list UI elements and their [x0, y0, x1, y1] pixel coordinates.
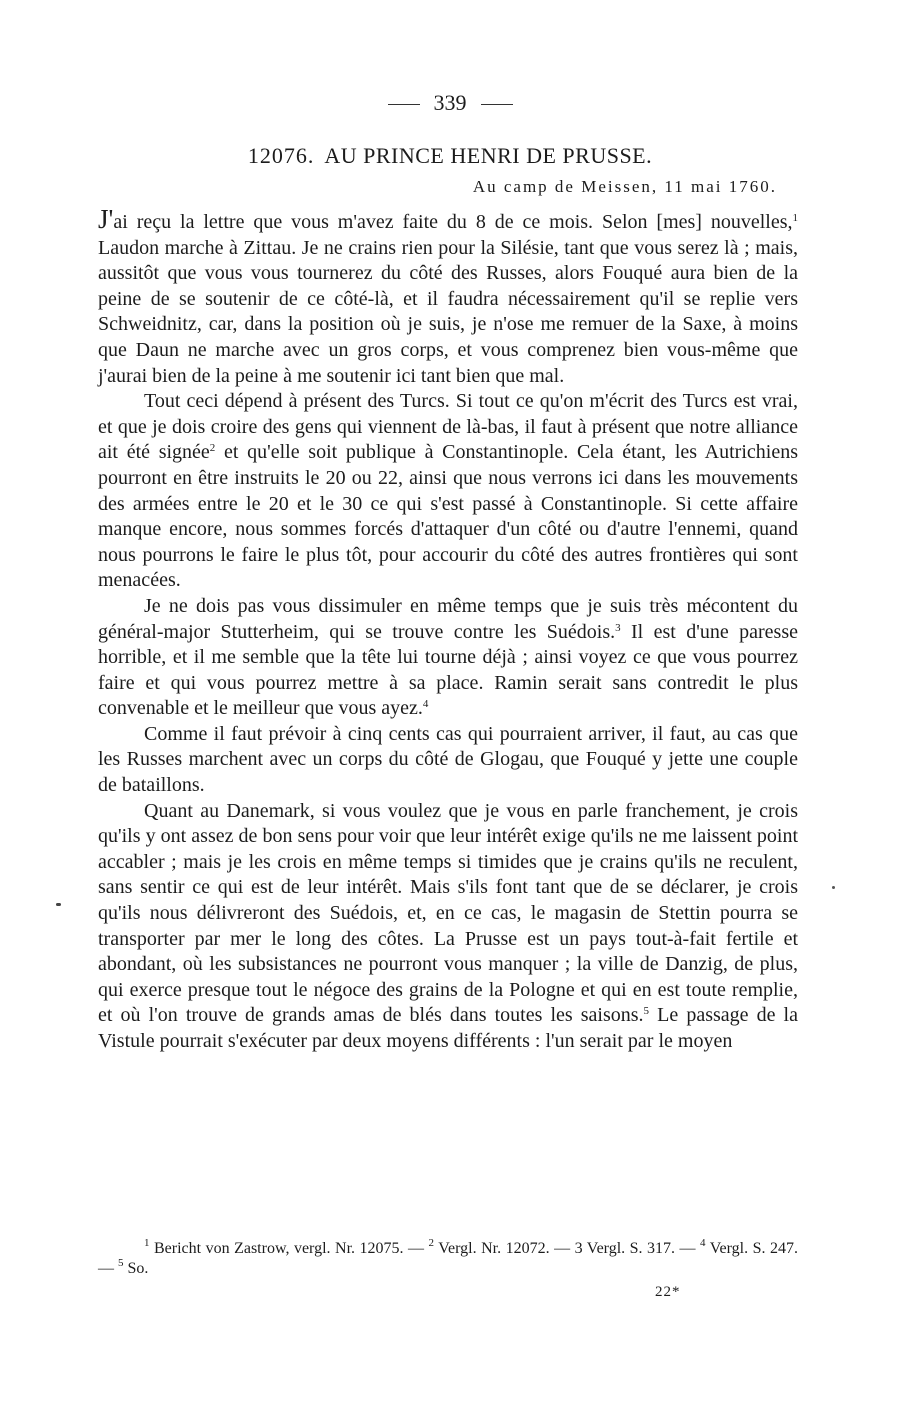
footnote-marker: 2 [428, 1237, 435, 1249]
margin-mark [56, 903, 61, 906]
letter-heading [0, 143, 900, 169]
paragraph-4: Comme il faut prévoir à cinq cents cas qui pourraient arriver, il faut, au cas que les Russes marchent avec un corps du côté de Glogau, que Fouqué y jette une couple de bataillons. [98, 722, 798, 797]
paragraph-text: Je ne dois pas vous dissimuler en même temps que je suis très mécontent du général-major Stutterheim, qui se trouve contre les Suédois. [98, 594, 798, 643]
footnote-marker: 4 [700, 1237, 706, 1249]
footnote-marker: 5 [118, 1257, 124, 1269]
paragraph-text: Tout ceci dépend à présent des Turcs. Si tout ce qu'on m'écrit des Turcs est vrai, et que je dois croire des gens qui viennent de là-bas, il faut à présent que notre alliance ait été signée [98, 390, 798, 464]
paragraph-1 [98, 204, 798, 389]
letter-number: 12076. [247, 143, 315, 168]
paragraph-text: Il est d'une paresse horrible, et il me semble que la tête lui tourne déjà ; ainsi voyez ce que vous pourrez faire et qui vous pourrez mettre à sa place. Ramin serait sans contredit le plus convenable et le meilleur que vous ayez. [98, 620, 798, 720]
printer-signature: 22* [655, 1284, 681, 1300]
page-number-dash-right [481, 104, 513, 105]
letter-body [98, 204, 798, 1055]
footnote-line [98, 1239, 798, 1279]
paragraph-text: et qu'elle soit publique à Constantinople. Cela étant, les Autrichiens pourront en être instruits le 20 ou 22, ainsi que nous verrons ici dans les mouvements des armées entre le 20 et le 30 ce qui s'est passé à Constantinople. Si cette affaire manque encore, nous sommes forcés d'attaquer d'un côté ou d'autre l'ennemi, quand nous pourrons le faire le plus tôt, pour accourir du côté des autres frontières qui sont menacées. [98, 441, 798, 592]
page-number-text: 339 [433, 90, 467, 115]
footnote-text: So. [123, 1260, 149, 1277]
paragraph-text: Quant au Danemark, si vous voulez que je vous en parle franchement, je crois qu'ils y ont assez de bon sens pour voir que leur intérêt exige qu'ils ne me laissent point accabler ; mais je les crois en même temps si timides que je crains qu'ils ne reculent, sans sentir ce qui est de leur intérêt. Mais s'ils font tant que de se déclarer, je crois qu'ils nous délivreront des Suédois, et, en ce cas, le magasin de Stettin pourra se transporter par mer le long des côtes. La Prusse est un pays tout-à-fait fertile et abondant, où les subsistances ne pourront vous manquer ; la ville de Danzig, de plus, qui exerce presque tout le négoce des grains de la Pologne et qui en est toute remplie, et où l'on trouve de grands amas de blés dans toutes les saisons. [98, 799, 798, 1027]
footnote-ref-2: 2 [209, 442, 216, 455]
paragraph-3 [98, 594, 798, 722]
footnote-text: Vergl. S. 247. — [98, 1240, 798, 1277]
page-number [0, 90, 900, 116]
footnote-ref-5: 5 [643, 1005, 650, 1018]
paragraph-2 [98, 389, 798, 594]
paragraph-5 [98, 799, 798, 1055]
margin-dot [832, 886, 835, 889]
footnote-ref-1: 1 [792, 212, 798, 224]
letter-title: AU PRINCE HENRI DE PRUSSE. [324, 143, 653, 168]
paragraph-text: J'ai reçu la lettre que vous m'avez faite du 8 de ce mois. Selon [mes] nouvelles, [98, 204, 793, 234]
footnotes [98, 1239, 798, 1279]
footnote-text: Bericht von Zastrow, vergl. Nr. 12075. — [149, 1240, 429, 1257]
footnote-text: Vergl. Nr. 12072. — 3 Vergl. S. 317. — [434, 1240, 701, 1257]
footnote-ref-4: 4 [422, 698, 429, 711]
footnote-marker: 1 [144, 1237, 150, 1249]
footnote-ref-3: 3 [615, 621, 621, 634]
paragraph-text: Le passage de la Vistule pourrait s'exécuter par deux moyens différents : l'un serait par le moyen [98, 1004, 798, 1052]
letter-dateline: Au camp de Meissen, 11 mai 1760. [472, 177, 777, 196]
page-number-dash-left [388, 104, 420, 105]
paragraph-text: Laudon marche à Zittau. Je ne crains rien pour la Silésie, tant que vous serez là ; mais, aussitôt que vous vous tournerez du côté des Russes, alors Fouqué aura bien de la peine de se soutenir de ce côté-là, et il faudra nécessairement qu'il se replie vers Schweidnitz, car, dans la position où je suis, je n'ose me remuer de la Saxe, à moins que Daun ne marche avec un gros corps, et vous comprenez bien vous-même que j'aurai bien de la peine à me soutenir ici tant bien que mal. [98, 236, 798, 387]
